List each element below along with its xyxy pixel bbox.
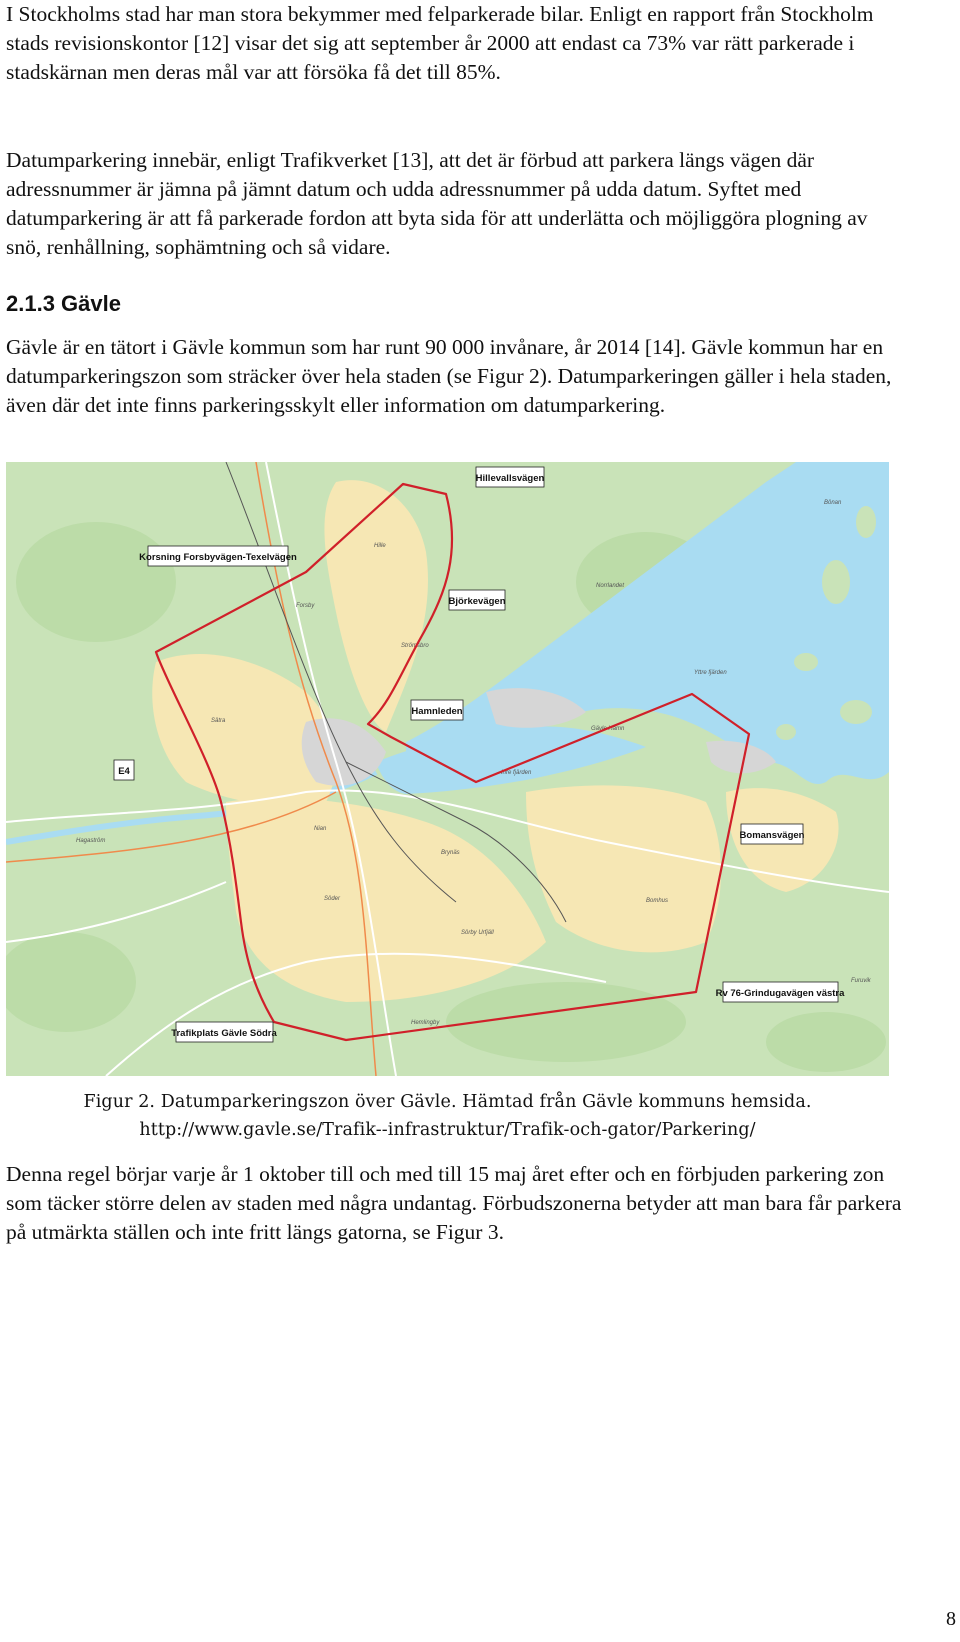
paragraph-datumparkering: Datumparkering innebär, enligt Trafikverket [13], att det är förbud att parkera längs vägen där adressnummer är jämna på jämnt datum och udda adressnummer på udda datum. Syftet med datumparkering är att få parkerade fordon att byta sida för att underlätta och möjliggöra plogning av snö, renhållning, sophämtning och så vidare. xyxy=(6,148,868,259)
place-skutskar: Furuvik xyxy=(851,978,871,984)
label-bjorkevagen xyxy=(448,590,505,610)
place-nian: Nian xyxy=(314,826,327,832)
label-korsning xyxy=(139,546,297,566)
svg-text:Korsning Forsbyvägen-Texelväge: Korsning Forsbyvägen-Texelvägen xyxy=(139,552,297,563)
place-hille: Hille xyxy=(374,543,386,549)
place-satra: Sätra xyxy=(211,718,226,724)
place-forsby: Forsby xyxy=(296,603,315,609)
place-sorby: Sörby Urfjäll xyxy=(461,930,494,936)
place-soder: Söder xyxy=(324,896,341,902)
page-number: 8 xyxy=(946,1608,956,1630)
label-rv76 xyxy=(716,982,846,1002)
figure-caption xyxy=(6,1088,889,1144)
place-hemlingby: Hemlingby xyxy=(411,1020,440,1026)
paragraph-stockholm-parking: I Stockholms stad har man stora bekymmer med felparkerade bilar. Enligt en rapport från Stockholm stads revisionskontor [12] visar det sig att september år 2000 att endast ca 73% var rätt parkerade i stadskärnan men deras mål var att försöka få det till 85%. xyxy=(6,2,874,84)
place-hagastrom: Hagaström xyxy=(76,838,106,844)
paragraph-regel: Denna regel börjar varje år 1 oktober till och med till 15 maj året efter och en förbjuden parkering zon som täcker större delen av staden med några undantag. Förbudszonerna betyder att man bara får parkera på utmärkta ställen och inte fritt längs gatorna, se Figur 3. xyxy=(6,1162,902,1244)
place-bomhus: Bomhus xyxy=(646,898,669,904)
svg-text:Hillevallsvägen: Hillevallsvägen xyxy=(475,473,545,484)
place-yttre: Yttre fjärden xyxy=(694,670,727,676)
section-heading-gavle: 2.1.3 Gävle xyxy=(6,291,121,316)
place-inre: Inre fjärden xyxy=(501,770,532,776)
label-trafikplats xyxy=(171,1022,277,1042)
caption-line-1: Figur 2. Datumparkeringszon över Gävle. Hämtad från Gävle kommuns hemsida. xyxy=(83,1092,812,1112)
place-bonan: Bönan xyxy=(824,500,842,506)
caption-url: http://www.gavle.se/Trafik--infrastruktur/Trafik-och-gator/Parkering/ xyxy=(139,1120,756,1140)
svg-text:E4: E4 xyxy=(118,766,130,777)
map-canvas xyxy=(6,462,889,1076)
place-hamn: Gävle Hamn xyxy=(591,726,625,732)
svg-text:Rv 76-Grindugavägen västra: Rv 76-Grindugavägen västra xyxy=(715,988,845,999)
figure-map-gavle xyxy=(6,462,889,1076)
place-stromsbro: Strömsbro xyxy=(401,643,429,649)
label-e4 xyxy=(114,760,134,780)
svg-text:Bomansvägen: Bomansvägen xyxy=(739,830,805,841)
svg-text:Hamnleden: Hamnleden xyxy=(411,706,463,717)
place-brynas: Brynäs xyxy=(441,850,460,856)
label-hamnleden xyxy=(411,700,463,720)
svg-text:Trafikplats Gävle Södra: Trafikplats Gävle Södra xyxy=(171,1028,277,1039)
label-bomansvagen xyxy=(740,824,805,844)
label-hillevallsvagen xyxy=(476,467,545,487)
svg-text:Björkevägen: Björkevägen xyxy=(448,596,506,607)
place-nordost: Norrlandet xyxy=(596,583,625,589)
paragraph-gavle-intro: Gävle är en tätort i Gävle kommun som har runt 90 000 invånare, år 2014 [14]. Gävle kommun har en datumparkeringszon som sträcker över hela staden (se Figur 2). Datumparkeringen gäller i hela staden, även där det inte finns parkeringsskylt eller information om datumparkering. xyxy=(6,335,892,417)
